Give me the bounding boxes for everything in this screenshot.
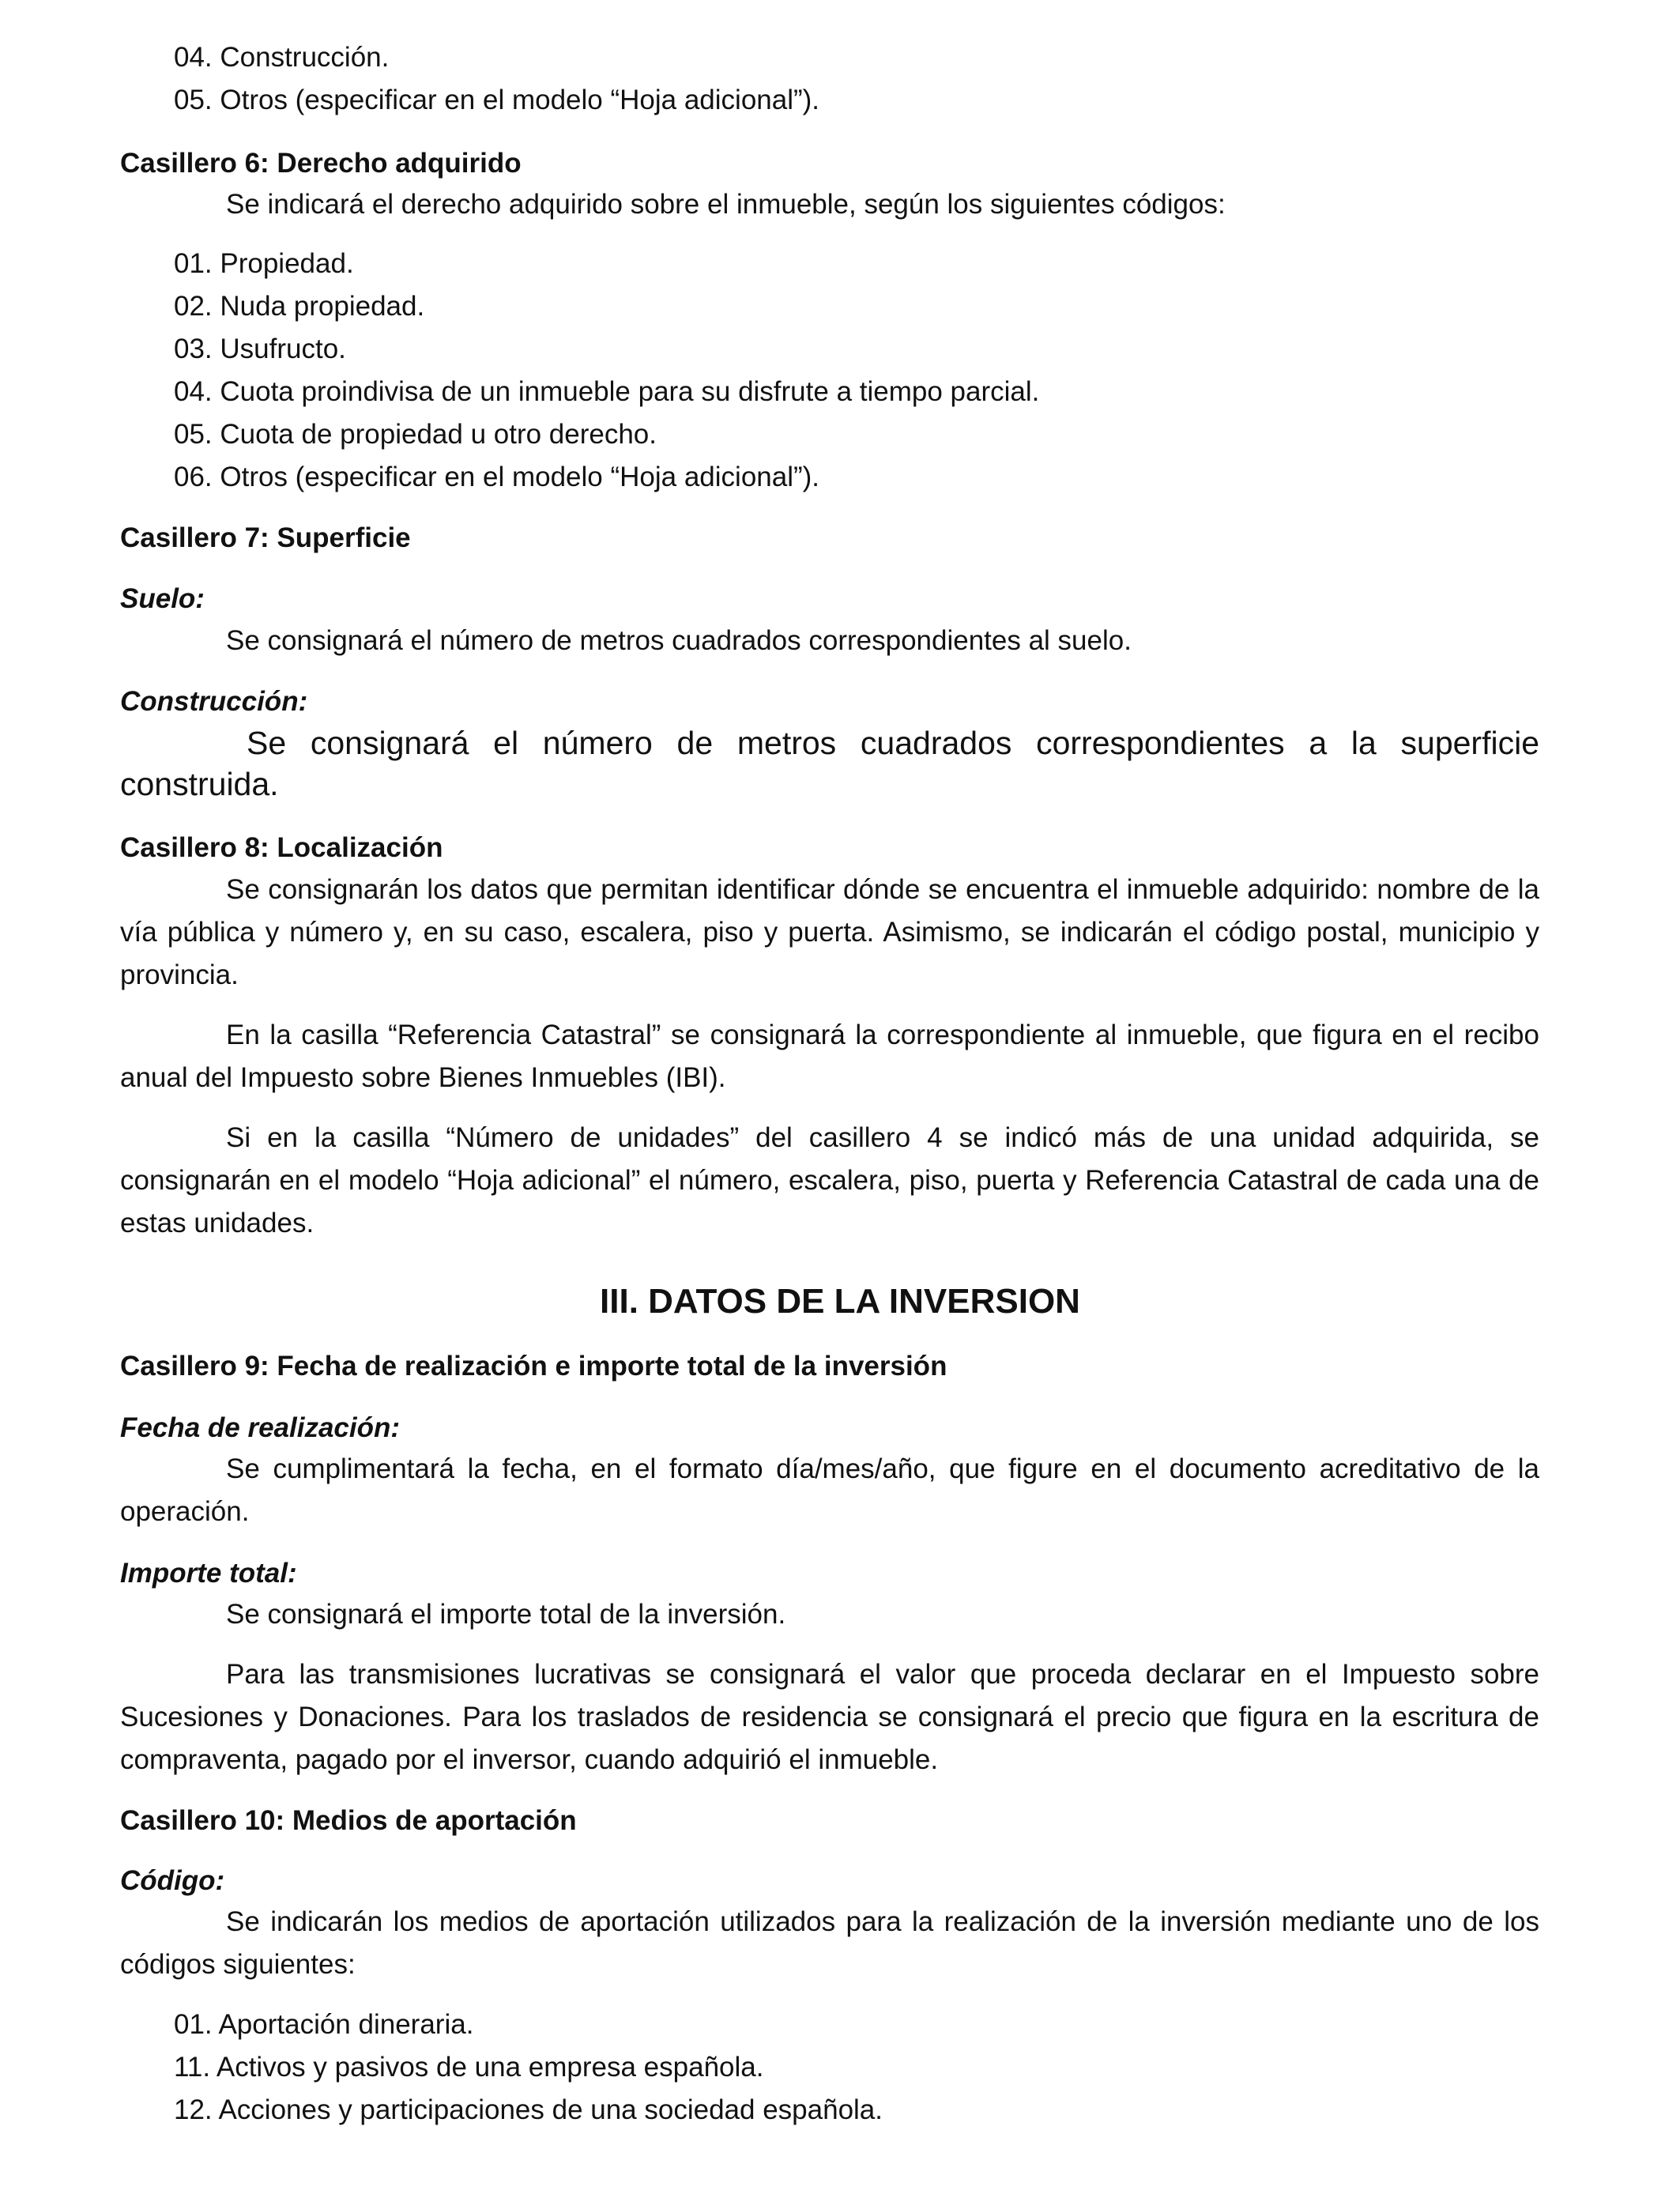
list-item: 04. Cuota proindivisa de un inmueble para su disfrute a tiempo parcial. [174,376,1040,407]
construccion-label: Construcción: [120,686,308,717]
importe-label: Importe total: [120,1558,297,1589]
casillero8-paragraph-2: En la casilla “Referencia Catastral” se consignará la correspondiente al inmueble, que figura en el recibo anual del Impuesto sobre Bienes Inmuebles (IBI). [120,1020,1539,1093]
casillero8-paragraph-1: Se consignarán los datos que permitan identificar dónde se encuentra el inmueble adquirido: nombre de la vía pública y número y, en su caso, escalera, piso y puerta. Asimismo, se indicarán el código postal, municipio y provincia. [120,874,1539,990]
casillero6-intro: Se indicará el derecho adquirido sobre el inmueble, según los siguientes códigos: [226,189,1226,220]
importe-text: Se consignará el importe total de la inversión. [226,1599,786,1630]
importe-paragraph: Para las transmisiones lucrativas se consignará el valor que proceda declarar en el Impuesto sobre Sucesiones y Donaciones. Para los traslados de residencia se consignará el precio que figura en la escritura de compraventa, pagado por el inversor, cuando adquirió el inmueble. [120,1659,1539,1775]
casillero9-heading: Casillero 9: Fecha de realización e importe total de la inversión [120,1351,947,1382]
codigo-label: Código: [120,1865,225,1896]
list-item: 12. Acciones y participaciones de una sociedad española. [174,2094,883,2125]
section-title: III. DATOS DE LA INVERSION [600,1282,1080,1321]
list-item: 01. Propiedad. [174,248,354,279]
fecha-label: Fecha de realización: [120,1412,401,1443]
fecha-text: Se cumplimentará la fecha, en el formato día/mes/año, que figure en el documento acreditativo de la operación. [120,1453,1539,1527]
codigo-text: Se indicarán los medios de aportación utilizados para la realización de la inversión mediante uno de los códigos siguientes: [120,1906,1539,1980]
casillero6-heading: Casillero 6: Derecho adquirido [120,148,522,179]
list-top [174,36,819,122]
list-item: 01. Aportación dineraria. [174,2009,474,2040]
casillero10-list [174,2004,883,2132]
casillero7-heading: Casillero 7: Superficie [120,522,411,553]
casillero8-heading: Casillero 8: Localización [120,832,443,863]
suelo-text: Se consignará el número de metros cuadrados correspondientes al suelo. [226,625,1132,656]
list-item: 11. Activos y pasivos de una empresa española. [174,2052,764,2083]
casillero8-paragraph-3: Si en la casilla “Número de unidades” del casillero 4 se indicó más de una unidad adquirida, se consignarán en el modelo “Hoja adicional” el número, escalera, piso, puerta y Referencia Catastral de cada una de estas unidades. [120,1122,1539,1238]
casillero6-list [174,243,1039,499]
list-item: 05. Otros (especificar en el modelo “Hoja adicional”). [174,85,820,115]
suelo-label: Suelo: [120,583,205,614]
list-item: 02. Nuda propiedad. [174,291,425,322]
list-item: 04. Construcción. [174,42,390,73]
casillero10-heading: Casillero 10: Medios de aportación [120,1805,577,1836]
list-item: 05. Cuota de propiedad u otro derecho. [174,419,657,450]
list-item: 03. Usufructo. [174,334,346,364]
list-item: 06. Otros (especificar en el modelo “Hoja adicional”). [174,462,820,492]
construccion-text: Se consignará el número de metros cuadrados correspondientes a la superficie construida. [120,725,1539,802]
